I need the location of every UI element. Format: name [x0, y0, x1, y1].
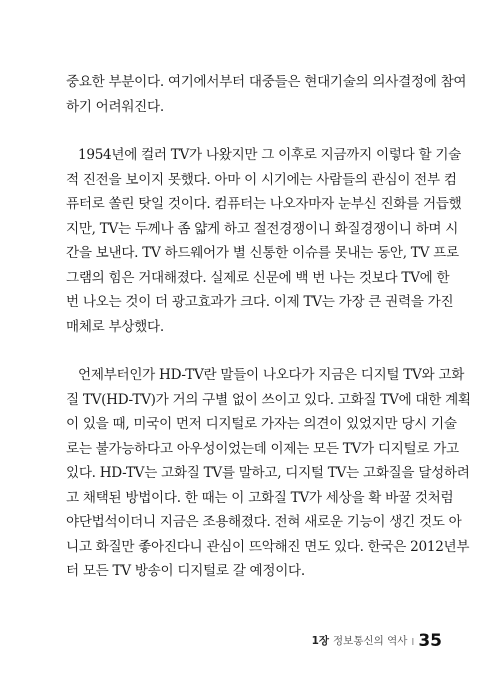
- body-text: [66, 70, 471, 584]
- text-line: 로는 불가능하다고 아우성이었는데 이제는 모든 TV가 디지털로 가고: [66, 440, 459, 457]
- paragraph-3: [66, 363, 471, 584]
- text-line: 언제부터인가 HD-TV란 말들이 나오다가 지금은 디지털 TV와 고화: [78, 367, 465, 383]
- paragraph-1: [66, 70, 467, 119]
- text-line: 간을 보낸다. TV 하드웨어가 별 신통한 이슈를 못내는 동안, TV 프로: [66, 245, 459, 261]
- text-line: 그램의 힘은 거대해졌다. 실제로 신문에 백 번 나는 것보다 TV에 한: [66, 269, 450, 286]
- text-line: 이 있을 때, 미국이 먼저 디지털로 가자는 의견이 있었지만 당시 기술: [66, 416, 457, 432]
- section-title: 정보통신의 역사: [333, 635, 408, 647]
- text-line: 니고 화질만 좋아진다니 관심이 뜨악해진 면도 있다. 한국은 2012년부: [66, 538, 470, 555]
- paragraph-spacer: [66, 119, 444, 143]
- paragraph-spacer: [66, 339, 444, 363]
- text-line: 하기 어려워진다.: [66, 98, 164, 115]
- page-footer: [312, 631, 442, 651]
- text-line: 퓨터로 쏠린 탓일 것이다. 컴퓨터는 나오자마자 눈부신 진화를 거듭했: [66, 196, 462, 212]
- footer-separator: I: [411, 637, 415, 648]
- text-line: 매체로 부상했다.: [66, 318, 164, 335]
- text-line: 중요한 부분이다. 여기에서부터 대중들은 현대기술의 의사결정에 참여: [66, 74, 467, 90]
- text-line: 적 진전을 보이지 못했다. 아마 이 시기에는 사람들의 관심이 전부 컴: [66, 171, 457, 188]
- text-line: 지만, TV는 두께나 좀 얇게 하고 절전경쟁이니 화질경쟁이니 하며 시: [66, 220, 459, 237]
- text-line: 질 TV(HD-TV)가 거의 구별 없이 쓰이고 있다. 고화질 TV에 대한 계획: [66, 391, 471, 408]
- text-line: 터 모든 TV 방송이 디지털로 갈 예정이다.: [66, 563, 305, 579]
- text-line: 야단법석이더니 지금은 조용해졌다. 전혀 새로운 기능이 생긴 것도 아: [66, 514, 462, 530]
- chapter-label: 1장: [311, 635, 330, 647]
- page-number: 35: [418, 631, 442, 651]
- text-line: 1954년에 컬러 TV가 나왔지만 그 이후로 지금까지 이렇다 할 기술: [78, 147, 461, 163]
- paragraph-2: [66, 143, 462, 339]
- text-line: 있다. HD-TV는 고화질 TV를 말하고, 디지털 TV는 고화질을 달성하려: [66, 465, 470, 481]
- text-line: 고 채택된 방법이다. 한 때는 이 고화질 TV가 세상을 확 바꿀 것처럼: [66, 489, 454, 506]
- text-line: 번 나오는 것이 더 광고효과가 크다. 이제 TV는 가장 큰 권력을 가진: [66, 294, 454, 310]
